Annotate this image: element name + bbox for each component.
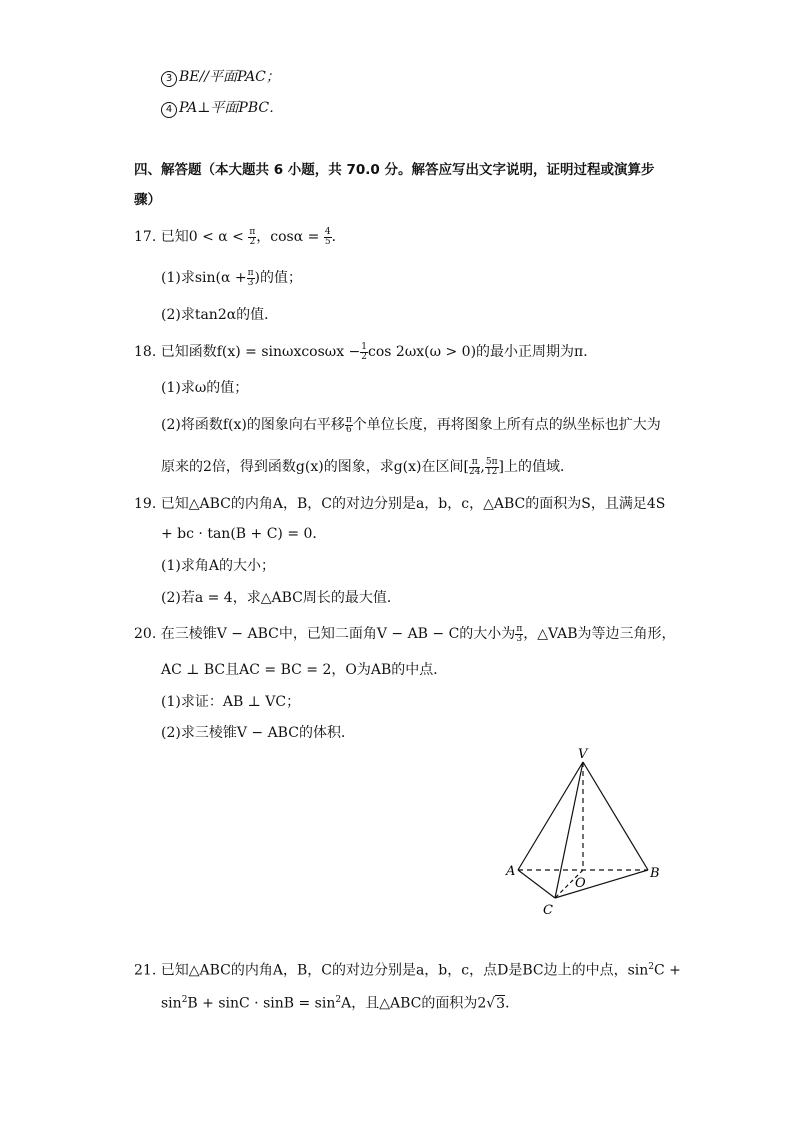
- question-20: 20. 在三棱锥V − ABC中，已知二面角V − AB − C的大小为 $\frac{\pi}{3}$ ，△VAB为等边三角形，: [134, 623, 676, 644]
- label-c: C: [543, 903, 553, 918]
- question-18-number: 18.: [134, 344, 157, 360]
- item-4-marker: 4: [161, 102, 177, 118]
- fraction-pi-over-24: $\frac{\pi}{24}$: [468, 456, 481, 477]
- fraction-1-over-2: $\frac{1}{2}$: [361, 341, 368, 362]
- edge-cb: [555, 870, 648, 898]
- fraction-pi-over-3-q20: $\frac{\pi}{3}$: [516, 623, 523, 644]
- question-19-line-2: + bc · tan(B + C) = 0．: [161, 526, 327, 542]
- question-17-part-1: (1)求sin(α + $\frac{\pi}{3}$ )的值；: [161, 267, 302, 288]
- question-21: 21. 已知△ABC的内角A，B，C的对边分别是a，b，c，点D是BC边上的中点，$\sin^2C$ +: [134, 962, 681, 979]
- question-18: 18. 已知函数f(x) = sinωxcosωx − $\frac{1}{2}$ cos 2ωx(ω > 0)的最小正周期为π．: [134, 341, 598, 362]
- label-b: B: [650, 866, 660, 881]
- question-18-part-1: (1)求ω的值；: [161, 380, 249, 396]
- question-20-part-1: (1)求证：AB ⊥ VC；: [161, 694, 301, 710]
- question-19-part-1: (1)求角A的大小；: [161, 558, 275, 574]
- section-heading-line2: 骤）: [134, 192, 161, 208]
- edge-va: [518, 762, 583, 870]
- item-3-text: BE//平面PAC；: [179, 69, 280, 85]
- question-17-number: 17.: [134, 229, 157, 245]
- label-o: O: [575, 876, 586, 891]
- question-19: 19. 已知△ABC的内角A，B，C的对边分别是a，b，c，△ABC的面积为S，且满足4S: [134, 496, 666, 512]
- question-17-pre: 已知0 < α <: [160, 229, 244, 245]
- fraction-pi-over-6: $\frac{\pi}{6}$: [345, 414, 352, 435]
- fraction-4-over-5: $\frac{4}{5}$: [324, 226, 331, 247]
- item-3: [161, 67, 280, 87]
- pyramid-figure: [490, 740, 670, 925]
- item-3-marker: 3: [161, 71, 177, 87]
- question-17: 17. 已知0 < α < $\frac{\pi}{2}$ ，cosα = $\frac{4}{5}$ ．: [134, 226, 346, 247]
- item-4-text: PA⊥平面PBC．: [179, 100, 284, 116]
- question-20-number: 20.: [134, 626, 157, 642]
- fraction-pi-over-3: $\frac{\pi}{3}$: [247, 267, 254, 288]
- fraction-5pi-over-12: $\frac{5\pi}{12}$: [485, 456, 498, 477]
- fraction-pi-over-2: $\frac{\pi}{2}$: [249, 226, 256, 247]
- edge-ac: [518, 870, 555, 898]
- question-21-line-2: $\sin^2B + \sin C \cdot \sin B = \sin^2A$，且△ABC的面积为2√3．: [161, 995, 520, 1012]
- label-a: A: [506, 864, 516, 879]
- edge-vb: [583, 762, 648, 870]
- question-20-line-2: AC ⊥ BC且AC = BC = 2，O为AB的中点．: [161, 662, 448, 678]
- label-v: V: [578, 747, 588, 762]
- sqrt-3: 3: [496, 995, 506, 1012]
- question-17-mid: ，cosα =: [256, 229, 320, 245]
- question-17-part-2: (2)求tan2α的值．: [161, 307, 279, 323]
- question-18-part-2: (2)将函数f(x)的图象向右平移 $\frac{\pi}{6}$ 个单位长度，再将图象上所有点的纵坐标也扩大为: [161, 414, 661, 435]
- question-20-part-2: (2)求三棱锥V − ABC的体积．: [161, 725, 355, 741]
- question-19-number: 19.: [134, 496, 157, 512]
- question-21-number: 21.: [134, 962, 157, 979]
- question-18-part-2-cont: 原来的2倍，得到函数g(x)的图象，求g(x)在区间[ $\frac{\pi}{24}$ , $\frac{5\pi}{12}$ ]上的值域．: [161, 456, 574, 477]
- question-19-part-2: (2)若a = 4，求△ABC周长的最大值．: [161, 590, 401, 606]
- section-heading-line1: 四、解答题（本大题共 6 小题，共 70.0 分。解答应写出文字说明，证明过程或演算步: [134, 162, 655, 178]
- item-4: [161, 98, 283, 118]
